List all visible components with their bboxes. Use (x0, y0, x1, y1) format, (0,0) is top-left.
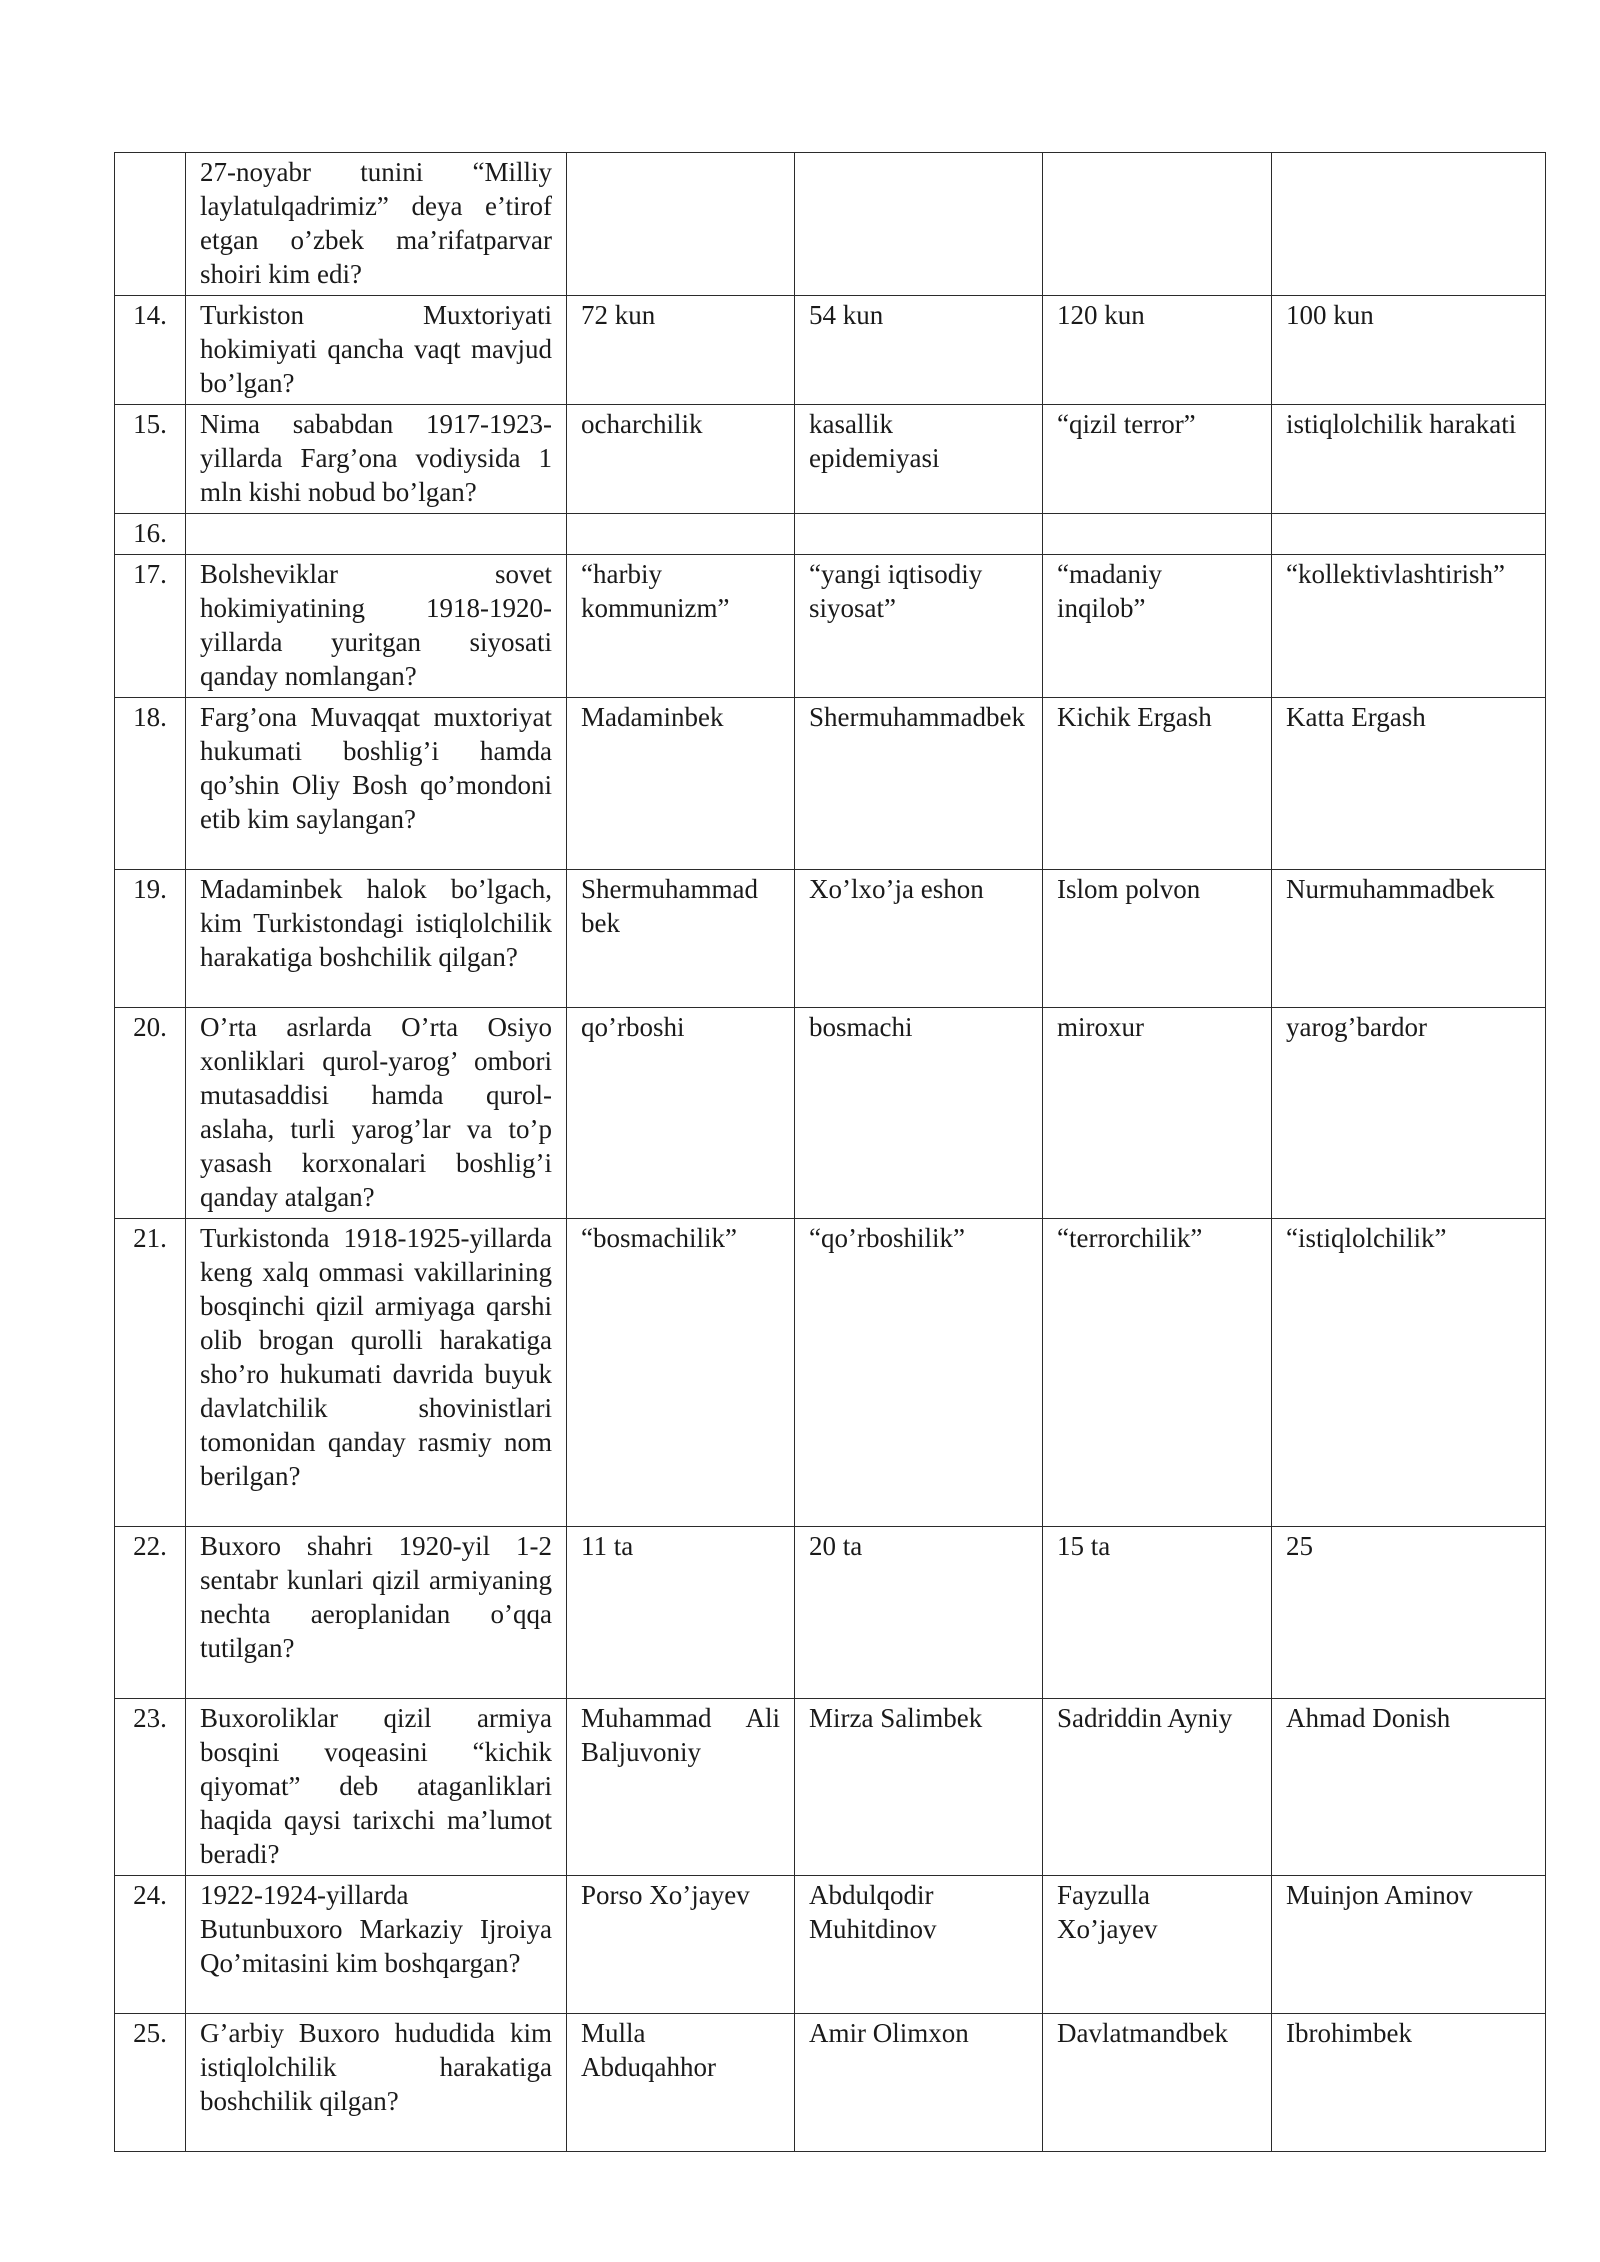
answer-option-a: qo’rboshi (567, 1008, 795, 1219)
answer-option-d: Nurmuhammadbek (1272, 870, 1546, 1008)
answer-option-a: 72 kun (567, 296, 795, 405)
answer-option-a (567, 514, 795, 555)
answer-option-d: yarog’bardor (1272, 1008, 1546, 1219)
table-row (115, 698, 1546, 870)
question-number (115, 153, 186, 296)
answer-option-b: Shermuhammadbek (795, 698, 1043, 870)
answer-option-d: 25 (1272, 1527, 1546, 1699)
question-number: 14. (115, 296, 186, 405)
question-text: Turkiston Muxtoriyati hokimiyati qancha vaqt mavjud bo’lgan? (186, 296, 567, 405)
answer-option-d: Ahmad Donish (1272, 1699, 1546, 1876)
answer-option-d (1272, 514, 1546, 555)
question-number: 19. (115, 870, 186, 1008)
answer-option-c (1043, 153, 1272, 296)
answer-option-b: Xo’lxo’ja eshon (795, 870, 1043, 1008)
answer-option-c: miroxur (1043, 1008, 1272, 1219)
table-row (115, 1219, 1546, 1527)
answer-option-d: istiqlolchilik harakati (1272, 405, 1546, 514)
answer-option-c: “terrorchilik” (1043, 1219, 1272, 1527)
question-number: 16. (115, 514, 186, 555)
answer-option-c: Davlatmandbek (1043, 2014, 1272, 2152)
question-text: Buxoroliklar qizil armiya bosqini voqeasini “kichik qiyomat” deb ataganliklari haqida qaysi tarixchi ma’lumot beradi? (186, 1699, 567, 1876)
answer-option-d: “istiqlolchilik” (1272, 1219, 1546, 1527)
question-number: 15. (115, 405, 186, 514)
answer-option-b: kasallik epidemiyasi (795, 405, 1043, 514)
question-text: Turkistonda 1918-1925-yillarda keng xalq ommasi vakillarining bosqinchi qizil armiyaga qarshi olib brogan qurolli harakatiga sho’ro hukumati davrida buyuk davlatchilik shovinistlari tomonidan qanday rasmiy nom berilgan? (186, 1219, 567, 1527)
answer-option-a: Muhammad Ali Baljuvoniy (567, 1699, 795, 1876)
answer-option-b: 20 ta (795, 1527, 1043, 1699)
table-row (115, 1699, 1546, 1876)
answer-option-d: Katta Ergash (1272, 698, 1546, 870)
answer-option-c: Islom polvon (1043, 870, 1272, 1008)
table-row (115, 2014, 1546, 2152)
table-row (115, 296, 1546, 405)
answer-option-c (1043, 514, 1272, 555)
question-text (186, 514, 567, 555)
question-number: 21. (115, 1219, 186, 1527)
answer-option-c: 120 kun (1043, 296, 1272, 405)
answer-option-b: Mirza Salimbek (795, 1699, 1043, 1876)
question-text: Bolsheviklar sovet hokimiyatining 1918-1920-yillarda yuritgan siyosati qanday nomlangan? (186, 555, 567, 698)
table-row (115, 1008, 1546, 1219)
answer-option-a: Mulla Abduqahhor (567, 2014, 795, 2152)
question-number: 17. (115, 555, 186, 698)
table-row (115, 1876, 1546, 2014)
question-text: 27-noyabr tunini “Milliy laylatulqadrimiz” deya e’tirof etgan o’zbek ma’rifatparvar shoiri kim edi? (186, 153, 567, 296)
answer-option-d: 100 kun (1272, 296, 1546, 405)
answer-option-c: Sadriddin Ayniy (1043, 1699, 1272, 1876)
answer-option-d: Ibrohimbek (1272, 2014, 1546, 2152)
answer-option-c: 15 ta (1043, 1527, 1272, 1699)
answer-option-c: “madaniy inqilob” (1043, 555, 1272, 698)
answer-option-d: Muinjon Aminov (1272, 1876, 1546, 2014)
answer-option-a: Madaminbek (567, 698, 795, 870)
table-row (115, 514, 1546, 555)
question-text: 1922-1924-yillarda Butunbuxoro Markaziy Ijroiya Qo’mitasini kim boshqargan? (186, 1876, 567, 2014)
answer-option-a (567, 153, 795, 296)
question-number: 24. (115, 1876, 186, 2014)
answer-option-a: “bosmachilik” (567, 1219, 795, 1527)
answer-option-a: ocharchilik (567, 405, 795, 514)
answer-option-a: 11 ta (567, 1527, 795, 1699)
answer-option-c: Kichik Ergash (1043, 698, 1272, 870)
answer-option-a: Porso Xo’jayev (567, 1876, 795, 2014)
answer-option-c: “qizil terror” (1043, 405, 1272, 514)
table-row (115, 153, 1546, 296)
answer-option-b (795, 153, 1043, 296)
answer-option-b: “yangi iqtisodiy siyosat” (795, 555, 1043, 698)
answer-option-c: Fayzulla Xo’jayev (1043, 1876, 1272, 2014)
question-text: Madaminbek halok bo’lgach, kim Turkistondagi istiqlolchilik harakatiga boshchilik qilgan? (186, 870, 567, 1008)
question-number: 23. (115, 1699, 186, 1876)
answer-option-b: bosmachi (795, 1008, 1043, 1219)
table-row (115, 555, 1546, 698)
table-row (115, 1527, 1546, 1699)
answer-option-a: “harbiy kommunizm” (567, 555, 795, 698)
question-number: 22. (115, 1527, 186, 1699)
answer-option-b: Abdulqodir Muhitdinov (795, 1876, 1043, 2014)
question-number: 18. (115, 698, 186, 870)
answer-option-d (1272, 153, 1546, 296)
question-text: Buxoro shahri 1920-yil 1-2 sentabr kunlari qizil armiyaning nechta aeroplanidan o’qqa tutilgan? (186, 1527, 567, 1699)
question-number: 25. (115, 2014, 186, 2152)
question-number: 20. (115, 1008, 186, 1219)
question-text: Nima sababdan 1917-1923-yillarda Farg’ona vodiysida 1 mln kishi nobud bo’lgan? (186, 405, 567, 514)
question-text: Farg’ona Muvaqqat muxtoriyat hukumati boshlig’i hamda qo’shin Oliy Bosh qo’mondoni etib kim saylangan? (186, 698, 567, 870)
table-row (115, 405, 1546, 514)
answer-option-a: Shermuhammad bek (567, 870, 795, 1008)
question-text: G’arbiy Buxoro hududida kim istiqlolchilik harakatiga boshchilik qilgan? (186, 2014, 567, 2152)
quiz-table (114, 152, 1546, 2152)
answer-option-b (795, 514, 1043, 555)
answer-option-b: Amir Olimxon (795, 2014, 1043, 2152)
table-row (115, 870, 1546, 1008)
answer-option-d: “kollektivlashtirish” (1272, 555, 1546, 698)
question-text: O’rta asrlarda O’rta Osiyo xonliklari qurol-yarog’ ombori mutasaddisi hamda qurol-aslaha, turli yarog’lar va to’p yasash korxonalari boshlig’i qanday atalgan? (186, 1008, 567, 1219)
answer-option-b: 54 kun (795, 296, 1043, 405)
answer-option-b: “qo’rboshilik” (795, 1219, 1043, 1527)
